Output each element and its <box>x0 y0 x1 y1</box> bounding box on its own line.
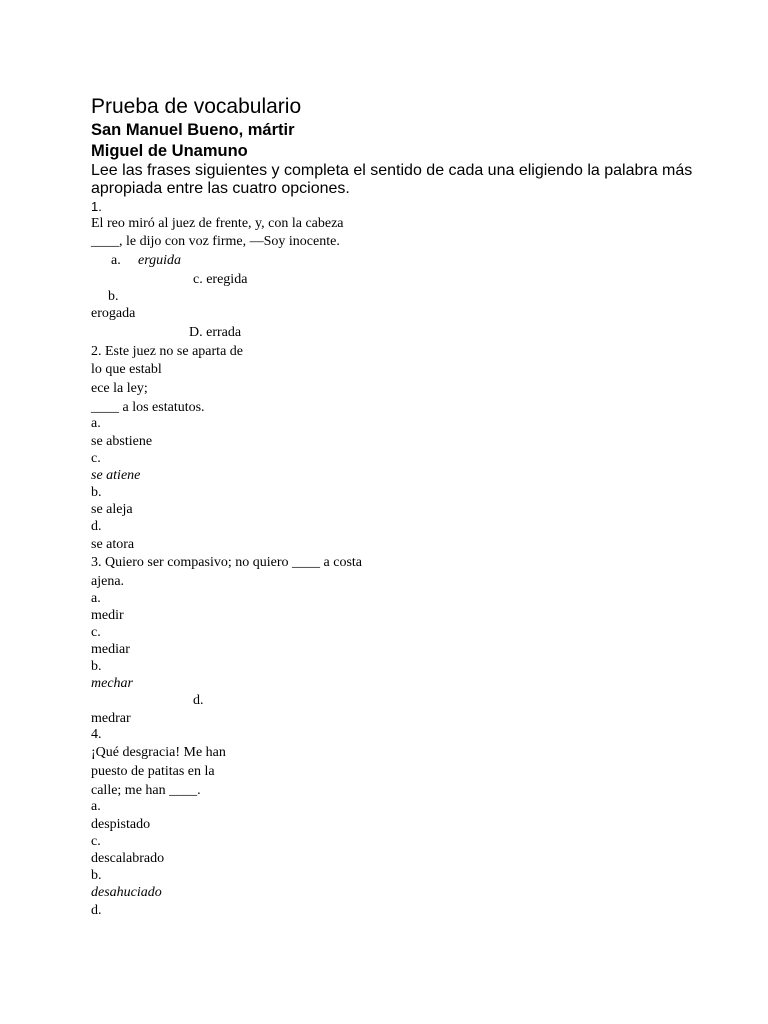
q2-option-a-letter: a. <box>91 416 101 431</box>
q2-text-line-1: 2. Este juez no se aparta de <box>91 344 243 359</box>
q4-text-line-1: ¡Qué desgracia! Me han <box>91 745 226 760</box>
q1-option-b-letter: b. <box>108 289 119 304</box>
q3-option-d-text: medrar <box>91 711 131 726</box>
q4-option-a-letter: a. <box>91 799 101 814</box>
q1-text-line-2: ____, le dijo con voz firme, —Soy inocente. <box>91 234 340 249</box>
q4-option-b-letter: b. <box>91 868 102 883</box>
q1-option-b-text: erogada <box>91 306 136 321</box>
instructions-line-2: apropiada entre las cuatro opciones. <box>91 180 350 197</box>
q3-option-b-text: mechar <box>91 676 133 691</box>
q2-option-c-text: se atiene <box>91 468 141 483</box>
q3-option-b-letter: b. <box>91 659 102 674</box>
q4-option-b-text: desahuciado <box>91 885 162 900</box>
q3-option-c-letter: c. <box>91 625 101 640</box>
q3-option-a-letter: a. <box>91 591 101 606</box>
instructions-line-1: Lee las frases siguientes y completa el sentido de cada una eligiendo la palabra más <box>91 162 693 179</box>
work-title: San Manuel Bueno, mártir <box>91 121 295 139</box>
q3-text-line-2: ajena. <box>91 574 125 589</box>
q2-option-c-letter: c. <box>91 451 101 466</box>
q1-option-a-letter: a. <box>111 253 121 268</box>
q4-number: 4. <box>91 727 102 742</box>
q4-option-d-letter: d. <box>91 903 102 918</box>
q1-option-a-text: erguida <box>138 253 182 268</box>
q2-option-d-text: se atora <box>91 537 135 552</box>
q3-text-line-1: 3. Quiero ser compasivo; no quiero ____ a costa <box>91 555 362 570</box>
q2-text-line-4: ____ a los estatutos. <box>91 400 205 415</box>
q2-option-a-text: se abstiene <box>91 434 153 449</box>
q2-text-line-3: ece la ley; <box>91 381 148 396</box>
q2-option-b-text: se aleja <box>91 502 133 517</box>
q4-text-line-2: puesto de patitas en la <box>91 764 215 779</box>
q4-text-line-3: calle; me han ____. <box>91 783 201 798</box>
q4-option-c-letter: c. <box>91 834 101 849</box>
q4-option-c-text: descalabrado <box>91 851 165 866</box>
author-name: Miguel de Unamuno <box>91 142 248 160</box>
q4-option-a-text: despistado <box>91 817 151 832</box>
q2-option-b-letter: b. <box>91 485 102 500</box>
q1-number: 1. <box>91 199 102 214</box>
q3-option-a-text: medir <box>91 608 124 623</box>
q1-text-line-1: El reo miró al juez de frente, y, con la cabeza <box>91 216 344 231</box>
q2-text-line-2: lo que establ <box>91 362 162 377</box>
q1-option-c: c. eregida <box>193 272 248 287</box>
q2-option-d-letter: d. <box>91 519 102 534</box>
q1-option-d: D. errada <box>189 325 242 340</box>
page-title: Prueba de vocabulario <box>91 95 302 118</box>
q3-option-c-text: mediar <box>91 642 130 657</box>
q3-option-d-letter: d. <box>193 693 204 708</box>
